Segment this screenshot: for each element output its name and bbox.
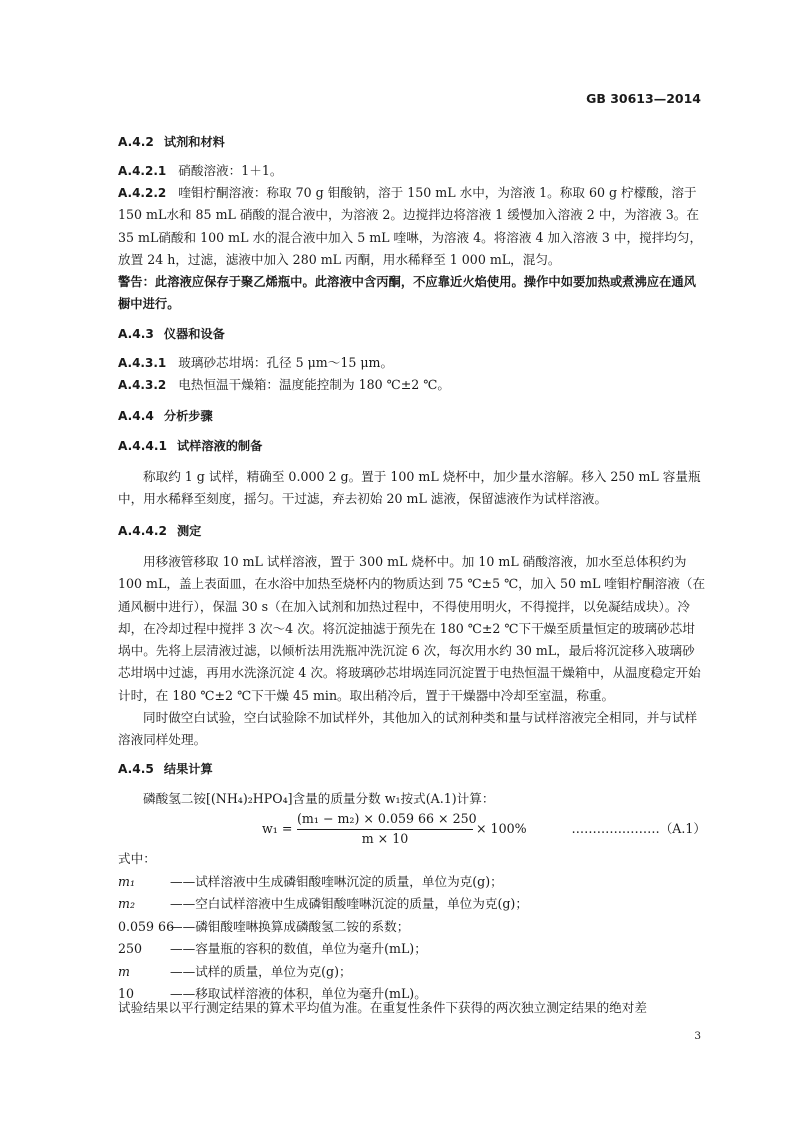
variable-symbol: m₂ [118, 896, 135, 911]
section-title: 试剂和材料 [163, 135, 225, 149]
item-number: A.4.2.1 [118, 164, 167, 178]
section-heading-a4442 [118, 520, 201, 542]
section-heading-a443 [118, 323, 225, 345]
item-text: 喹钼柠酮溶液：称取 70 g 钼酸钠，溶于 150 mL 水中，为溶液 1。称取 60 g 柠檬酸，溶于 150 mL水和 85 mL 硝酸的混合液中，为溶液 2。边搅拌边将溶液 1 缓慢加入溶液 2 中，为溶液 3。在 35 mL硝酸和 100 mL 水的混合液中加入 5 mL 喹啉，为溶液 4。将溶液 4 加入溶液 3 中，搅拌均匀，放置 24 h，过滤，滤液中加入 280 mL 丙酮，用水稀释至 1 000 mL，混匀。 [118, 185, 703, 267]
page-number: 3 [694, 1030, 701, 1042]
variable-symbol: m [118, 963, 130, 979]
section-title: 仪器和设备 [163, 327, 225, 341]
variable-symbol: 10 [118, 986, 135, 1001]
item-a4432 [118, 374, 706, 396]
item-text: 硝酸溶液：1＋1。 [178, 163, 283, 178]
item-text: 玻璃砂芯坩埚：孔径 5 μm～15 μm。 [178, 355, 394, 370]
formula-numerator: (m₁ − m₂) × 0.059 66 × 250 [297, 810, 473, 830]
variable-row [118, 893, 706, 916]
formula-multiplier: × 100% [476, 821, 527, 836]
section-title: 分析步骤 [163, 409, 213, 423]
blank-test-paragraph: 同时做空白试验，空白试验除不加试样外，其他加入的试剂种类和量与试样溶液完全相同，并与试样溶液同样处理。 [118, 710, 698, 748]
variable-description: ——试样的质量，单位为克(g)； [170, 963, 352, 979]
section-number: A.4.2 [118, 135, 154, 149]
standard-number: GB 30613—2014 [586, 91, 701, 106]
formula-denominator: m × 10 [361, 831, 409, 846]
section-heading-a4441 [118, 435, 262, 457]
item-text: 电热恒温干燥箱：温度能控制为 180 ℃±2 ℃。 [178, 377, 450, 392]
formula-lhs: w₁ = [262, 821, 293, 836]
item-a4422 [118, 182, 706, 271]
variable-description: ——容量瓶的容积的数值，单位为毫升(mL)； [170, 941, 427, 956]
item-a4421 [118, 160, 706, 182]
variable-symbol: m₁ [118, 873, 135, 889]
variable-description: ——试样溶液中生成磷钼酸喹啉沉淀的质量，单位为克(g)； [170, 873, 503, 889]
variable-symbol: 250 [118, 941, 143, 956]
formula-fraction [297, 810, 477, 848]
variable-description: ——空白试样溶液中生成磷钼酸喹啉沉淀的质量，单位为克(g)； [170, 896, 528, 911]
variable-row [118, 938, 706, 961]
variable-description: ——移取试样溶液的体积，单位为毫升(mL)。 [170, 986, 427, 1001]
section-number: A.4.4 [118, 409, 154, 423]
section-number: A.4.4.2 [118, 524, 167, 538]
section-title: 试样溶液的制备 [177, 439, 263, 453]
section-heading-a442 [118, 131, 225, 153]
calc-intro: 磷酸氢二铵[(NH₄)₂HPO₄]含量的质量分数 w₁按式(A.1)计算： [143, 791, 495, 806]
variable-symbol: 0.059 66 [118, 918, 175, 934]
warning-note: 警告：此溶液应保存于聚乙烯瓶中。此溶液中含丙酮，不应靠近火焰使用。操作中如要加热或煮沸应在通风橱中进行。 [118, 275, 696, 312]
variable-row [118, 871, 706, 894]
section-number: A.4.3 [118, 327, 154, 341]
section-number: A.4.5 [118, 762, 154, 776]
final-paragraph: 试验结果以平行测定结果的算术平均值为准。在重复性条件下获得的两次独立测定结果的绝对差 [118, 1000, 647, 1015]
measure-paragraph: 用移液管移取 10 mL 试样溶液，置于 300 mL 烧杯中。加 10 mL 硝酸溶液，加水至总体积约为 100 mL，盖上表面皿，在水浴中加热至烧杯内的物质达到 75 ℃±5 ℃，加入 50 mL 喹钼柠酮溶液（在通风橱中进行），保温 30 s（在加入试剂和加热过程中，不得使用明火，不得搅拌，以免凝结成块）。冷却，在冷却过程中搅拌 3 次～4 次。将沉淀抽滤于预先在 180 ℃±2 ℃下干燥至质量恒定的玻璃砂芯坩埚中。先将上层清液过滤，以倾析法用洗瓶冲洗沉淀 6 次，每次用水约 30 mL，最后将沉淀移入玻璃砂芯坩埚中过滤，再用水洗涤沉淀 4 次。将玻璃砂芯坩埚连同沉淀置于电热恒温干燥箱中，从温度稳定开始计时，在 180 ℃±2 ℃下干燥 45 min。取出稍冷后，置于干燥器中冷却至室温，称重。 [118, 554, 706, 703]
section-heading-a445 [118, 758, 213, 780]
item-a4431 [118, 352, 706, 374]
section-title: 测定 [177, 524, 202, 538]
formula-a1 [262, 808, 706, 848]
section-title: 结果计算 [163, 762, 213, 776]
variable-description: ——磷钼酸喹啉换算成磷酸氢二铵的系数； [170, 918, 410, 934]
prep-paragraph: 称取约 1 g 试样，精确至 0.000 2 g。置于 100 mL 烧杯中，加少量水溶解。移入 250 mL 容量瓶中，用水稀释至刻度，摇匀。干过滤，弃去初始 20 mL 滤液，保留滤液作为试样溶液。 [118, 469, 701, 507]
section-number: A.4.4.1 [118, 439, 167, 453]
item-number: A.4.2.2 [118, 186, 167, 200]
variable-list [118, 848, 706, 1006]
variable-row [118, 961, 706, 984]
formula-reference: …………………（A.1） [571, 821, 706, 836]
item-number: A.4.3.2 [118, 378, 167, 392]
variable-row [118, 916, 706, 939]
where-label: 式中： [118, 851, 156, 866]
section-heading-a444 [118, 405, 213, 427]
item-number: A.4.3.1 [118, 356, 167, 370]
